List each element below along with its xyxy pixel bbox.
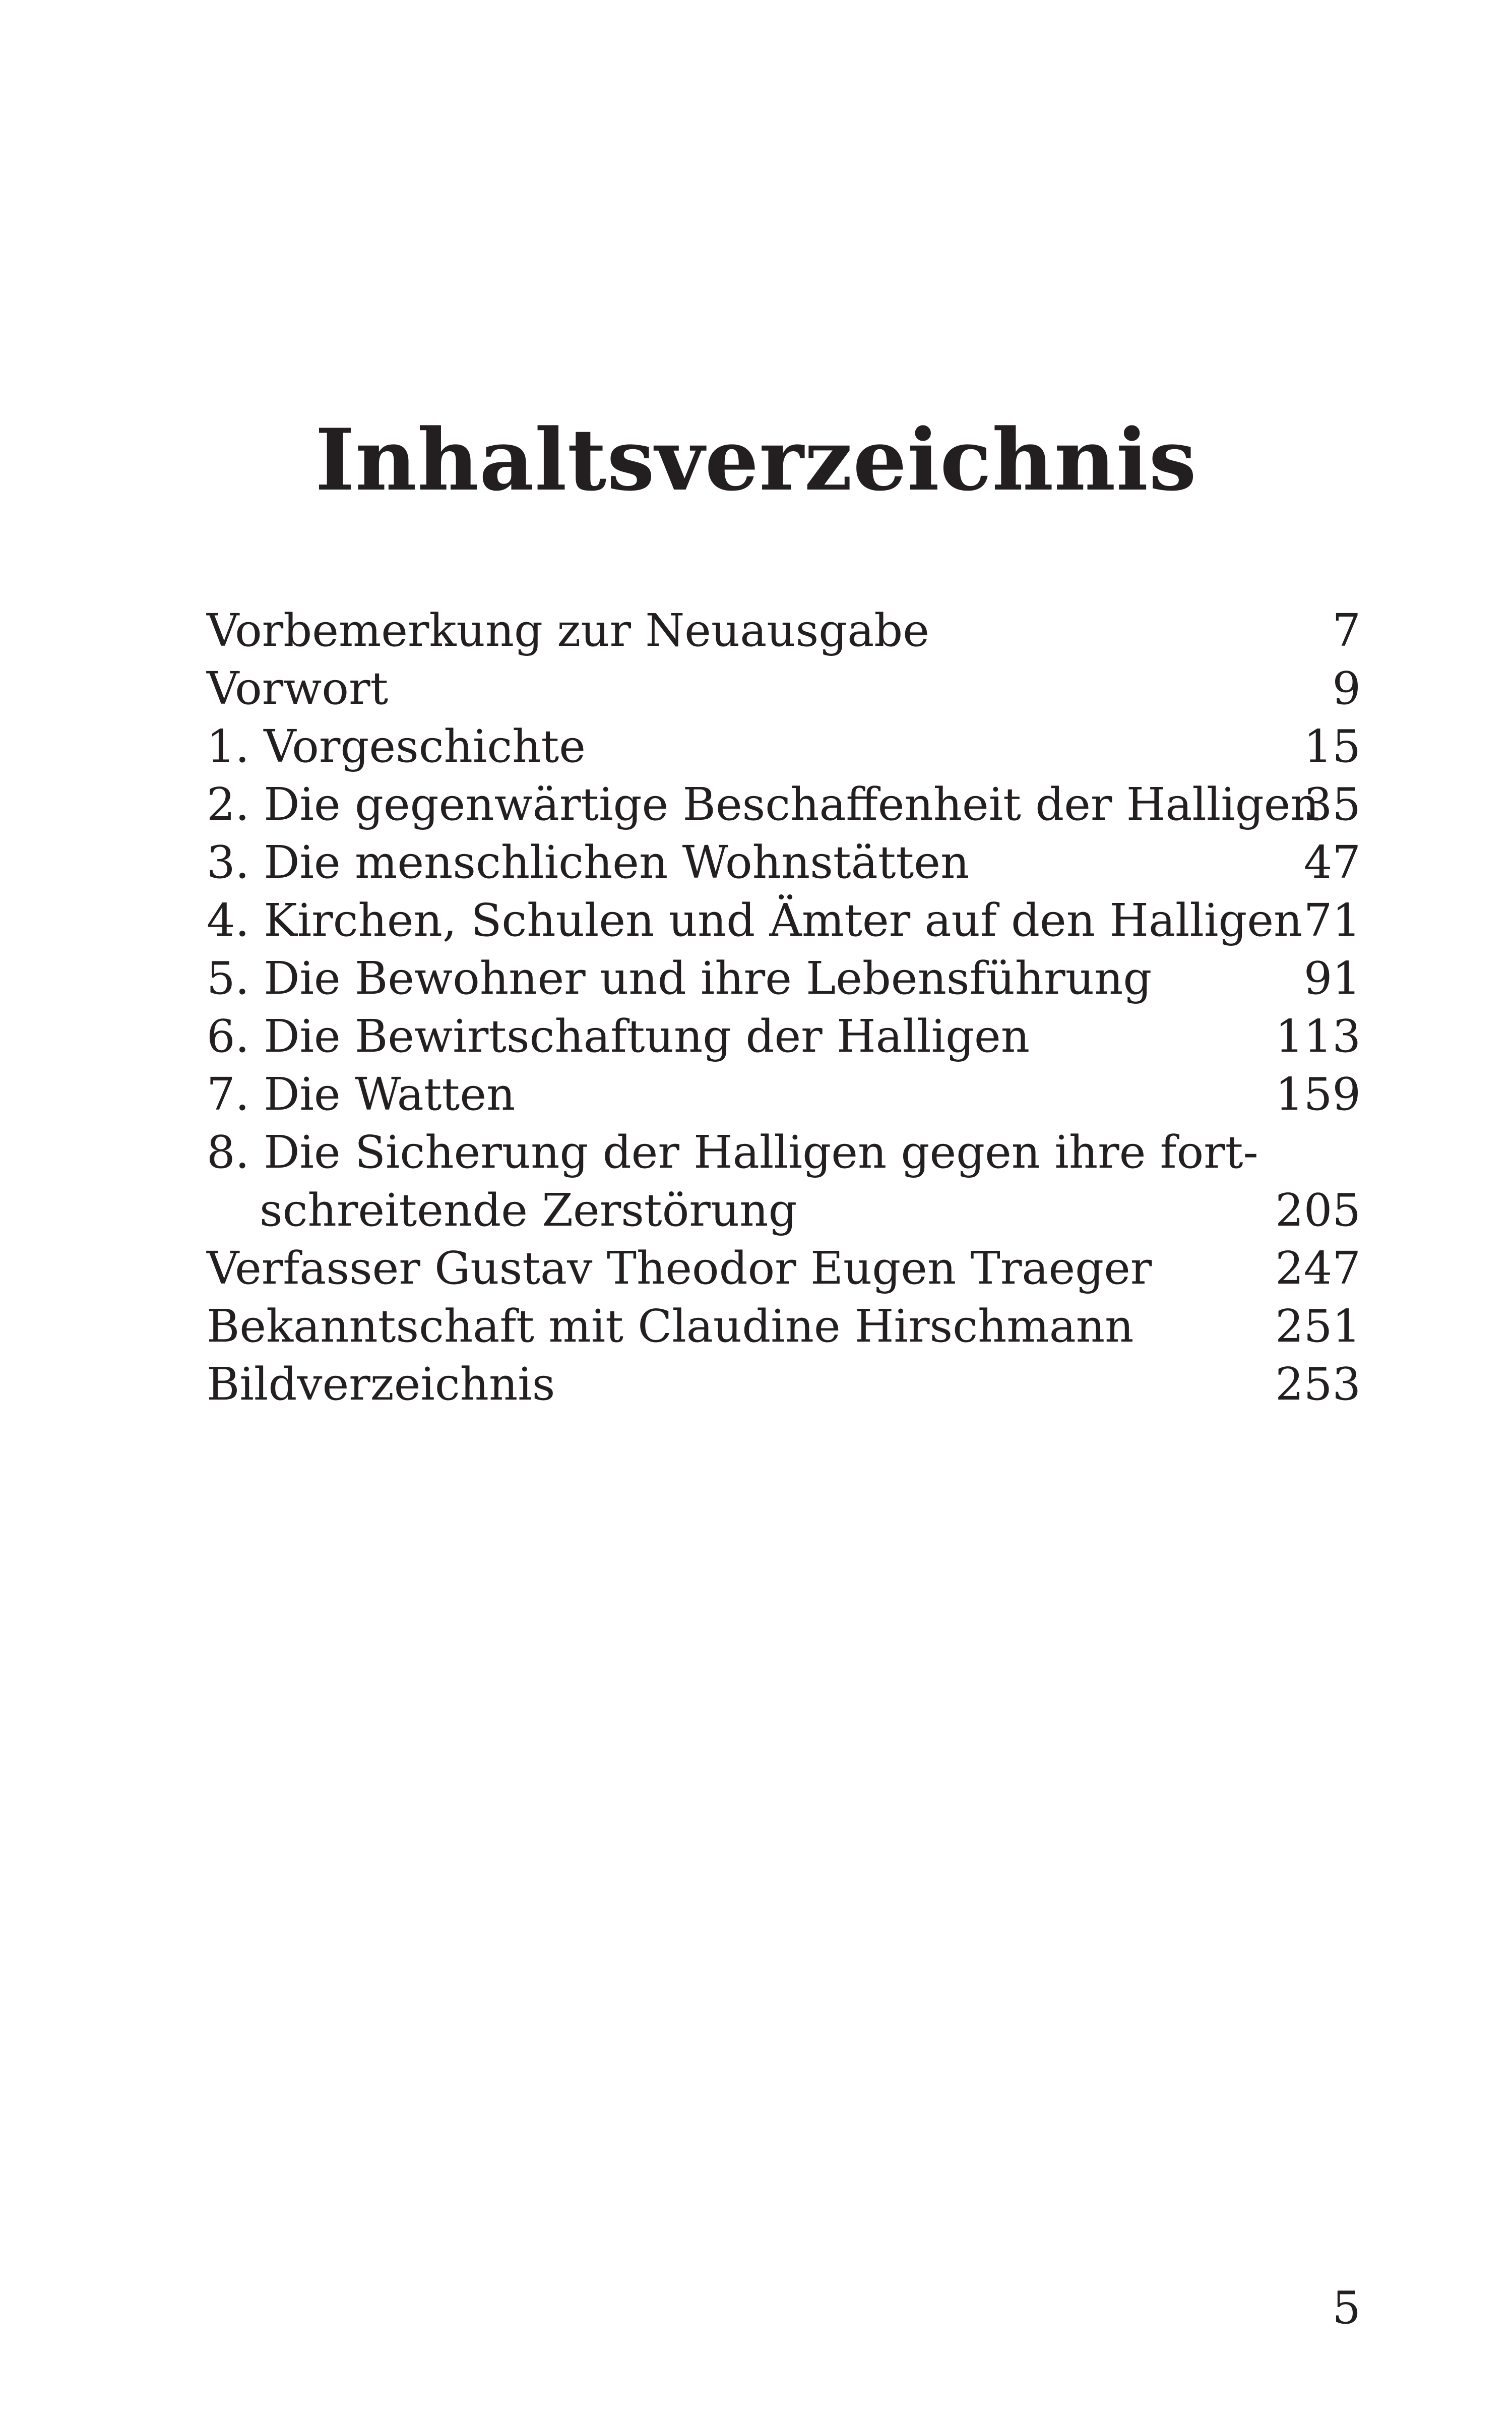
table-of-contents	[207, 601, 1361, 1413]
toc-entry	[207, 1355, 1361, 1413]
toc-entry	[207, 833, 1361, 891]
toc-entry-label: 6. Die Bewirtschaftung der Halligen	[207, 1010, 1030, 1062]
toc-entry-page: 71	[1303, 894, 1361, 946]
toc-entry-page: 47	[1303, 836, 1361, 888]
toc-entry-page: 35	[1303, 778, 1361, 830]
toc-entry-label-line1: 8. Die Sicherung der Halligen gegen ihre fort-	[207, 1126, 1258, 1178]
toc-entry-page: 247	[1275, 1242, 1361, 1294]
toc-entry	[207, 659, 1361, 717]
toc-entry	[207, 1065, 1361, 1123]
toc-entry	[207, 775, 1361, 833]
toc-entry	[207, 1239, 1361, 1297]
toc-entry-page: 205	[1275, 1184, 1361, 1236]
toc-entry-label: Bildverzeichnis	[207, 1358, 555, 1410]
toc-entry-label: 7. Die Watten	[207, 1068, 516, 1120]
toc-entry-page: 9	[1332, 662, 1361, 714]
toc-entry-page: 251	[1275, 1300, 1361, 1352]
page-title: Inhaltsverzeichnis	[315, 410, 1197, 510]
toc-entry	[207, 1123, 1361, 1239]
toc-entry-label	[207, 1123, 1258, 1239]
toc-entry	[207, 1297, 1361, 1355]
toc-entry	[207, 891, 1361, 949]
toc-entry-page: 15	[1303, 720, 1361, 772]
toc-entry-label: 2. Die gegenwärtige Beschaffenheit der Halligen	[207, 778, 1319, 830]
toc-entry-label: 4. Kirchen, Schulen und Ämter auf den Halligen	[207, 894, 1303, 946]
page-number: 5	[1332, 2281, 1361, 2334]
toc-entry-label: 1. Vorgeschichte	[207, 720, 586, 772]
toc-entry-label-line2: schreitende Zerstörung	[260, 1184, 797, 1236]
toc-entry	[207, 717, 1361, 775]
toc-entry-page: 7	[1332, 604, 1361, 656]
toc-entry-label: Verfasser Gustav Theodor Eugen Traeger	[207, 1242, 1152, 1294]
toc-entry-label: Bekanntschaft mit Claudine Hirschmann	[207, 1300, 1134, 1352]
toc-entry	[207, 1007, 1361, 1065]
toc-entry-page: 91	[1303, 952, 1361, 1004]
toc-entry-page: 159	[1275, 1068, 1361, 1120]
toc-entry	[207, 601, 1361, 659]
toc-entry-page: 253	[1275, 1358, 1361, 1410]
toc-entry-label: Vorbemerkung zur Neuausgabe	[207, 604, 929, 656]
toc-entry-label: Vorwort	[207, 662, 389, 714]
toc-entry-label: 5. Die Bewohner und ihre Lebensführung	[207, 952, 1152, 1004]
toc-entry	[207, 949, 1361, 1007]
toc-entry-label: 3. Die menschlichen Wohnstätten	[207, 836, 970, 888]
toc-entry-page: 113	[1275, 1010, 1361, 1062]
